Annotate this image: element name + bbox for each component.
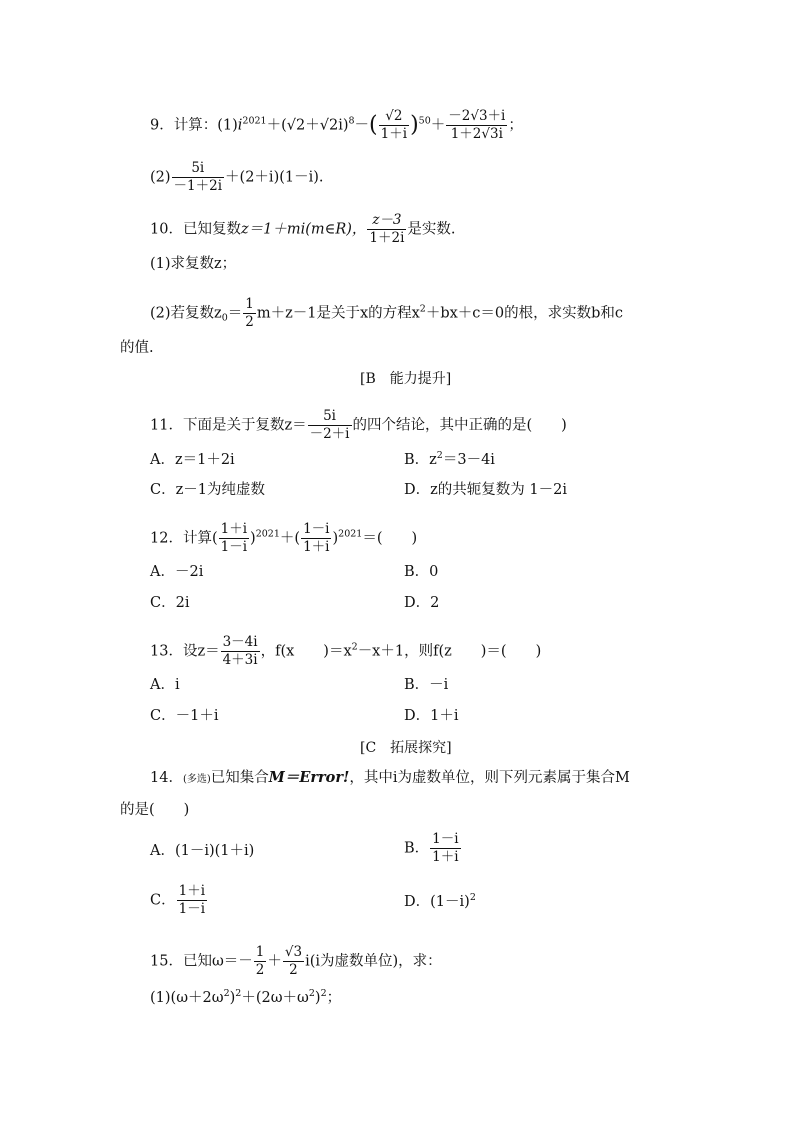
multi-choice-tag: (多选) [182, 774, 211, 785]
q14-option-b: B． $\frac{1-i}{1+i}$ [404, 831, 459, 865]
q10-frac-half: $\frac{1}{2}$ [245, 296, 254, 330]
q12-frac1: $\frac{1+i}{1-i}$ [220, 521, 248, 555]
q14-option-a: A．(1－i)(1＋i) [150, 843, 255, 859]
q11-stem: 11．下面是关于复数z＝ $\frac{5i}{-2+i}$ 的四个结论，其中正确的是( ) [150, 408, 567, 442]
q11-option-d: D．z的共轭复数为 1－2i [404, 482, 567, 498]
q9-part2: (2) $\frac{5i}{-1+2i}$ ＋(2＋i)(1－i). [150, 160, 324, 194]
q11-option-c: C．z－1为纯虚数 [150, 482, 265, 498]
q10-part2-cont: 的值. [120, 340, 154, 356]
q11-option-b: B．$z^2=3-4i$ [404, 450, 495, 468]
q11-frac: $\frac{5i}{-2+i}$ [309, 408, 350, 442]
q10-part2: (2)若复数$z_0=$ $\frac{1}{2}$ m＋z－1是关于x的方程$x^2+bx+c=0$的根，求实数b和c [150, 296, 624, 330]
q12-frac2: $\frac{1-i}{1+i}$ [303, 521, 330, 555]
q13-option-a: A．i [150, 677, 180, 693]
q13-option-d: D．1＋i [404, 708, 459, 724]
q9-frac2: $\frac{-2√3+i}{1+2√3i}$ [448, 108, 506, 142]
q9-frac1: $\frac{√2}{1+i}$ [380, 108, 408, 142]
q12-option-d: D．2 [404, 595, 440, 611]
q14-option-c: C． $\frac{1+i}{1-i}$ [150, 883, 206, 917]
q12-option-a: A．－2i [150, 564, 204, 580]
q13-frac: $\frac{3-4i}{4+3i}$ [222, 634, 258, 668]
q10-stem: 10．已知复数z＝1＋mi(m∈R)， $\frac{z-3}{1+2i}$ 是实数. [150, 212, 456, 246]
q12-option-c: C．2i [150, 595, 190, 611]
q10-part1: (1)求复数z； [150, 256, 237, 272]
q14-option-b-frac: $\frac{1-i}{1+i}$ [432, 831, 459, 865]
q15-stem: 15．已知ω＝－ $\frac{1}{2}$ ＋ $\frac{√3}{2}$ i(i为虚数单位)，求： [150, 944, 442, 978]
q14-stem: 14．(多选)已知集合M＝Error!，其中i为虚数单位，则下列元素属于集合M [150, 769, 630, 786]
section-b-heading: [B 能力提升] [360, 371, 452, 387]
q12-stem: 12．计算( $\frac{1+i}{1-i}$ )$^{2021}$＋( $\frac{1-i}{1+i}$ )$^{2021}$＝( ) [150, 521, 418, 555]
q14-option-c-frac: $\frac{1+i}{1-i}$ [178, 883, 206, 917]
q15-part1: $(1)(\omega+2\omega^2)^2+(2\omega+\omega^2)^2$； [150, 988, 342, 1006]
q15-frac2: $\frac{√3}{2}$ [284, 944, 303, 978]
q9-frac3: $\frac{5i}{-1+2i}$ [173, 160, 223, 194]
section-c-heading: [C 拓展探究] [360, 740, 452, 756]
q10-frac: $\frac{z-3}{1+2i}$ [369, 212, 405, 246]
q12-option-b: B．0 [404, 564, 439, 580]
q13-stem: 13．设z＝ $\frac{3-4i}{4+3i}$ ，f(x )$=x^2-x+1$，则f(z )＝( ) [150, 634, 542, 668]
q14-option-d: D．$(1-i)^2$ [404, 892, 476, 910]
q11-option-a: A．z＝1＋2i [150, 452, 235, 468]
q9-part1: 9．计算：$(1)i^{2021}+(√2+√2i)^8-$( $\frac{√2}{1+i}$ )$^{50}$＋ $\frac{-2√3+i}{1+2√3i}$ ； [150, 108, 523, 142]
q14-stem-cont: 的是( ) [120, 802, 190, 818]
q15-frac1: $\frac{1}{2}$ [255, 944, 265, 978]
q13-option-c: C．－1＋i [150, 708, 219, 724]
q13-option-b: B．－i [404, 677, 449, 693]
